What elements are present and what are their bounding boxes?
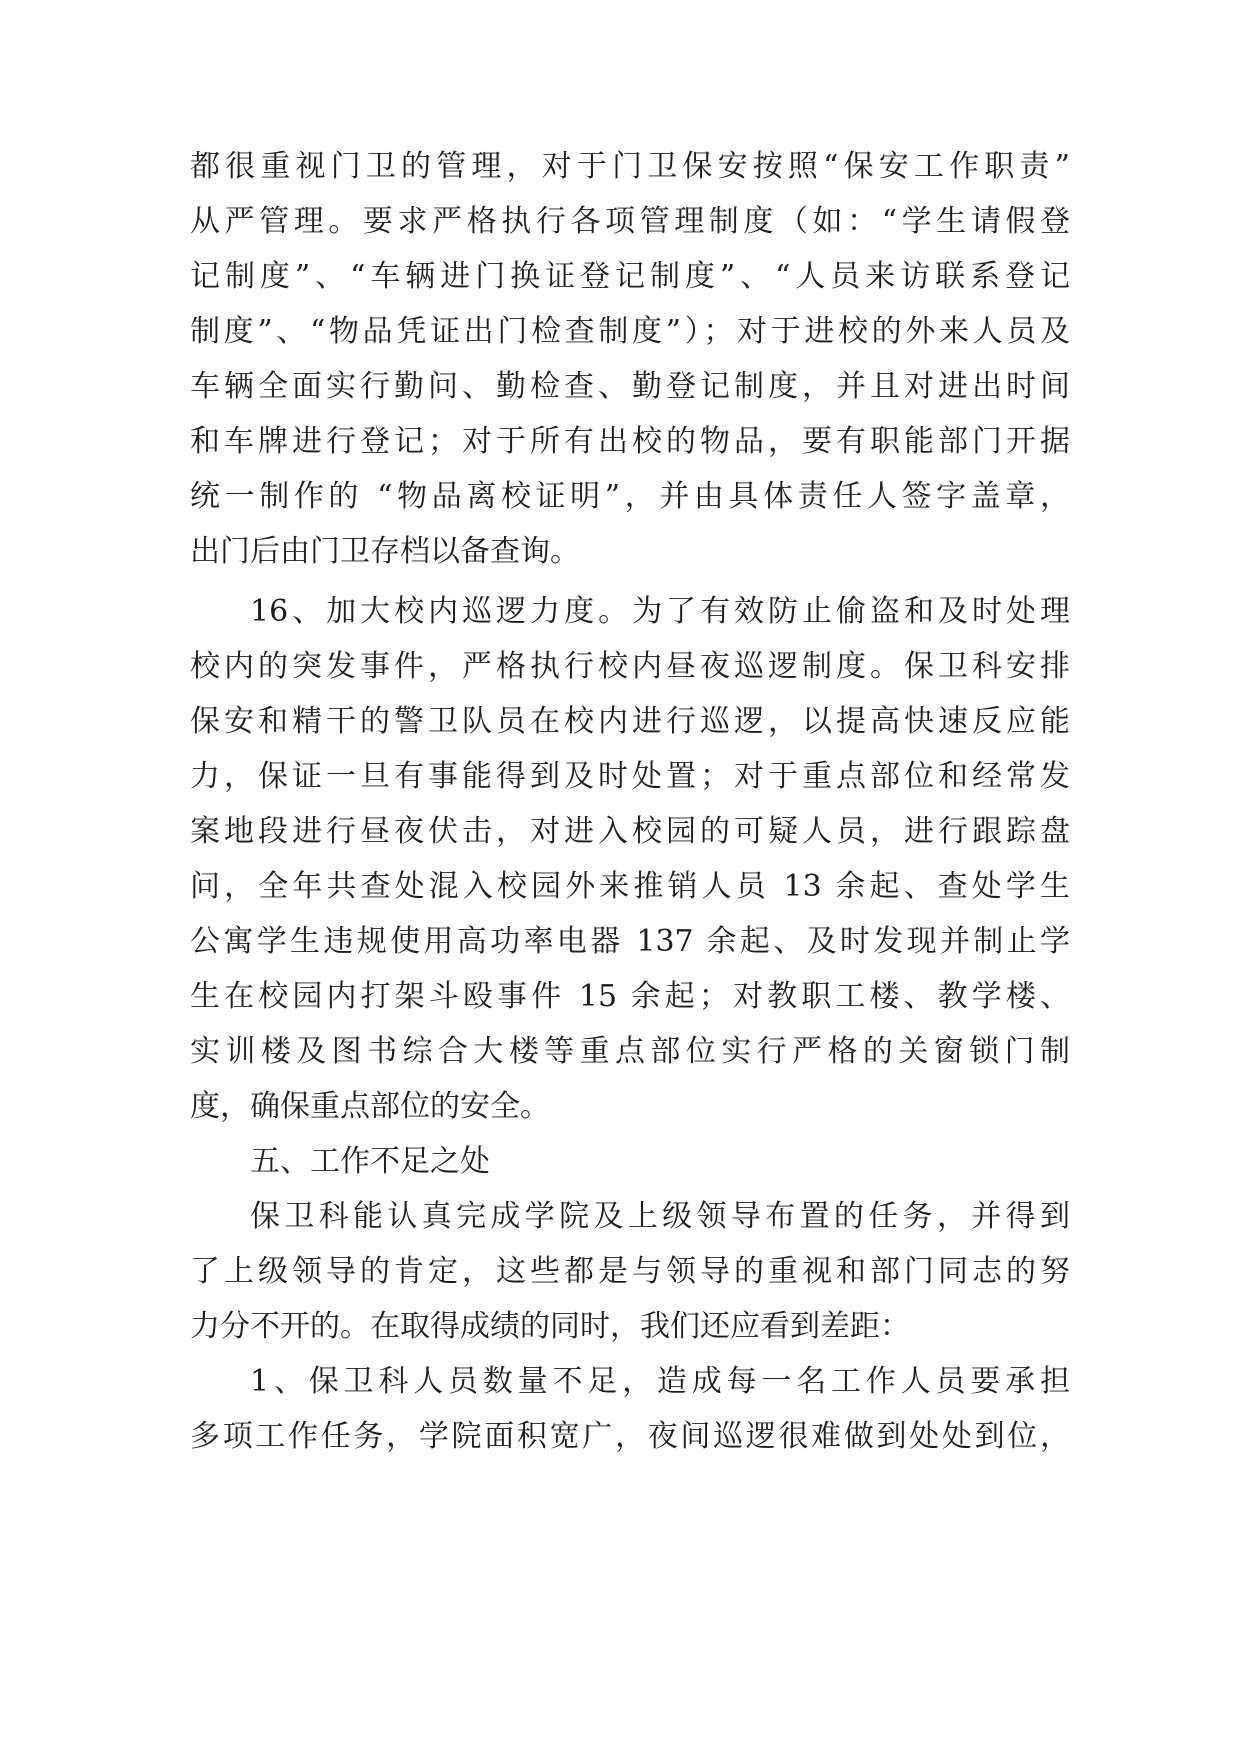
text-line: 保安和精干的警卫队员在校内进行巡逻，以提高快速反应能 bbox=[190, 704, 1070, 739]
text-line: 力分不开的。在取得成绩的同时，我们还应看到差距： bbox=[190, 1309, 910, 1344]
text-line: 了上级领导的肯定，这些都是与领导的重视和部门同志的努 bbox=[190, 1254, 1070, 1289]
text-line: 和车牌进行登记；对于所有出校的物品，要有职能部门开据 bbox=[190, 424, 1070, 459]
text-line: 实训楼及图书综合大楼等重点部位实行严格的关窗锁门制 bbox=[190, 1034, 1070, 1069]
text-line: 问，全年共查处混入校园外来推销人员 13 余起、查处学生 bbox=[190, 869, 1070, 904]
text-line: 统一制作的 “物品离校证明”，并由具体责任人签字盖章， bbox=[190, 479, 1070, 514]
text-line: 记制度”、“车辆进门换证登记制度”、“人员来访联系登记 bbox=[190, 259, 1070, 294]
text-line: 多项工作任务，学院面积宽广，夜间巡逻很难做到处处到位， bbox=[190, 1419, 1070, 1454]
paragraph-first-line: 16、加大校内巡逻力度。为了有效防止偷盗和及时处理 bbox=[250, 594, 1070, 629]
text-line: 从严管理。要求严格执行各项管理制度（如：“学生请假登 bbox=[190, 204, 1070, 239]
text-line: 都很重视门卫的管理，对于门卫保安按照“保安工作职责” bbox=[190, 149, 1070, 184]
text-line: 制度”、“物品凭证出门检查制度”）；对于进校的外来人员及 bbox=[190, 314, 1070, 349]
text-line: 案地段进行昼夜伏击，对进入校园的可疑人员，进行跟踪盘 bbox=[190, 814, 1070, 849]
paragraph-first-line: 保卫科能认真完成学院及上级领导布置的任务，并得到 bbox=[250, 1199, 1070, 1234]
text-line: 度，确保重点部位的安全。 bbox=[190, 1089, 550, 1124]
text-line: 生在校园内打架斗殴事件 15 余起；对教职工楼、教学楼、 bbox=[190, 979, 1070, 1014]
section-heading: 五、工作不足之处 bbox=[250, 1144, 490, 1179]
text-line: 公寓学生违规使用高功率电器 137 余起、及时发现并制止学 bbox=[190, 924, 1070, 959]
text-line: 车辆全面实行勤问、勤检查、勤登记制度，并且对进出时间 bbox=[190, 369, 1070, 404]
text-line: 力，保证一旦有事能得到及时处置；对于重点部位和经常发 bbox=[190, 759, 1070, 794]
paragraph-first-line: 1、保卫科人员数量不足，造成每一名工作人员要承担 bbox=[250, 1364, 1070, 1399]
text-line: 出门后由门卫存档以备查询。 bbox=[190, 534, 580, 569]
text-line: 校内的突发事件，严格执行校内昼夜巡逻制度。保卫科安排 bbox=[190, 649, 1070, 684]
